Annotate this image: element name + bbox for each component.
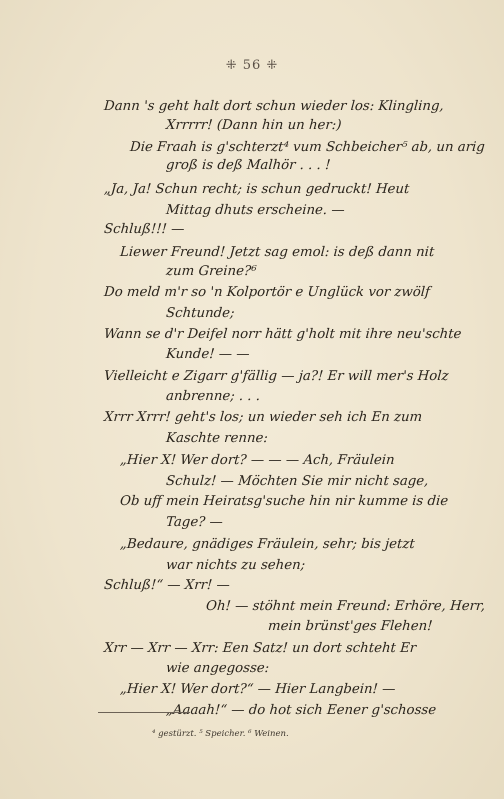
text-line: Liewer Freund! Jetzt sag emol: is deß dann nit	[119, 245, 435, 260]
text-line: Xrrr Xrrr! geht's los; un wieder seh ich En zum	[103, 410, 423, 425]
text-line: „Ja, Ja! Schun recht; is schun gedruckt! Heut	[103, 182, 410, 197]
text-line: Do meld m'r so 'n Kolportör e Unglück vor zwölf	[103, 285, 431, 300]
text-line: Kunde! — —	[165, 347, 251, 362]
text-line: wie angegosse:	[165, 661, 270, 676]
footnote-rule	[98, 712, 190, 713]
text-line: Kaschte renne:	[165, 431, 269, 446]
text-line: zum Greine?⁶	[165, 264, 257, 279]
text-line: Tage? —	[165, 515, 224, 530]
text-line: „Hier X! Wer dort?“ — Hier Langbein! —	[119, 682, 396, 697]
page-number: ⁜ 56 ⁜	[225, 58, 279, 73]
text-line: mein brünst'ges Flehen!	[267, 619, 434, 634]
text-line: „Bedaure, gnädiges Fräulein, sehr; bis jetzt	[119, 537, 416, 552]
text-line: Ob uff mein Heiratsg'suche hin nir kumme is die	[119, 494, 449, 509]
text-line: groß is deß Malhör . . . !	[165, 158, 331, 173]
text-line: anbrenne; . . .	[165, 389, 261, 404]
text-line: Dann 's geht halt dort schun wieder los: Klingling,	[103, 99, 445, 114]
text-line: Schtunde;	[165, 306, 236, 321]
text-line: Oh! — stöhnt mein Freund: Erhöre, Herr,	[205, 599, 486, 614]
text-line: Xrrrrr! (Dann hin un her:)	[165, 118, 342, 133]
text-line: „Aaaah!“ — do hot sich Eener g'schosse	[165, 703, 437, 718]
text-line: Xrr — Xrr — Xrr: Een Satz! un dort schteht Er	[103, 641, 417, 656]
text-line: war nichts zu sehen;	[165, 558, 306, 573]
text-line: „Hier X! Wer dort? — — — Ach, Fräulein	[119, 453, 396, 468]
text-line: Vielleicht e Zigarr g'fällig — ja?! Er will mer's Holz	[103, 369, 450, 384]
text-line: Die Fraah is g'schterzt⁴ vum Schbeicher⁵ ab, un arig	[129, 140, 486, 155]
text-line: Mittag dhuts erscheine. —	[165, 203, 346, 218]
text-line: Schluß!“ — Xrr! —	[103, 578, 231, 593]
text-line: Schluß!!! —	[103, 222, 185, 237]
text-line: Wann se d'r Deifel norr hätt g'holt mit ihre neu'schte	[103, 327, 462, 342]
text-line: Schulz! — Möchten Sie mir nicht sage,	[165, 474, 429, 489]
footnotes: ⁴ gestürzt. ⁵ Speicher. ⁶ Weinen.	[152, 729, 289, 739]
